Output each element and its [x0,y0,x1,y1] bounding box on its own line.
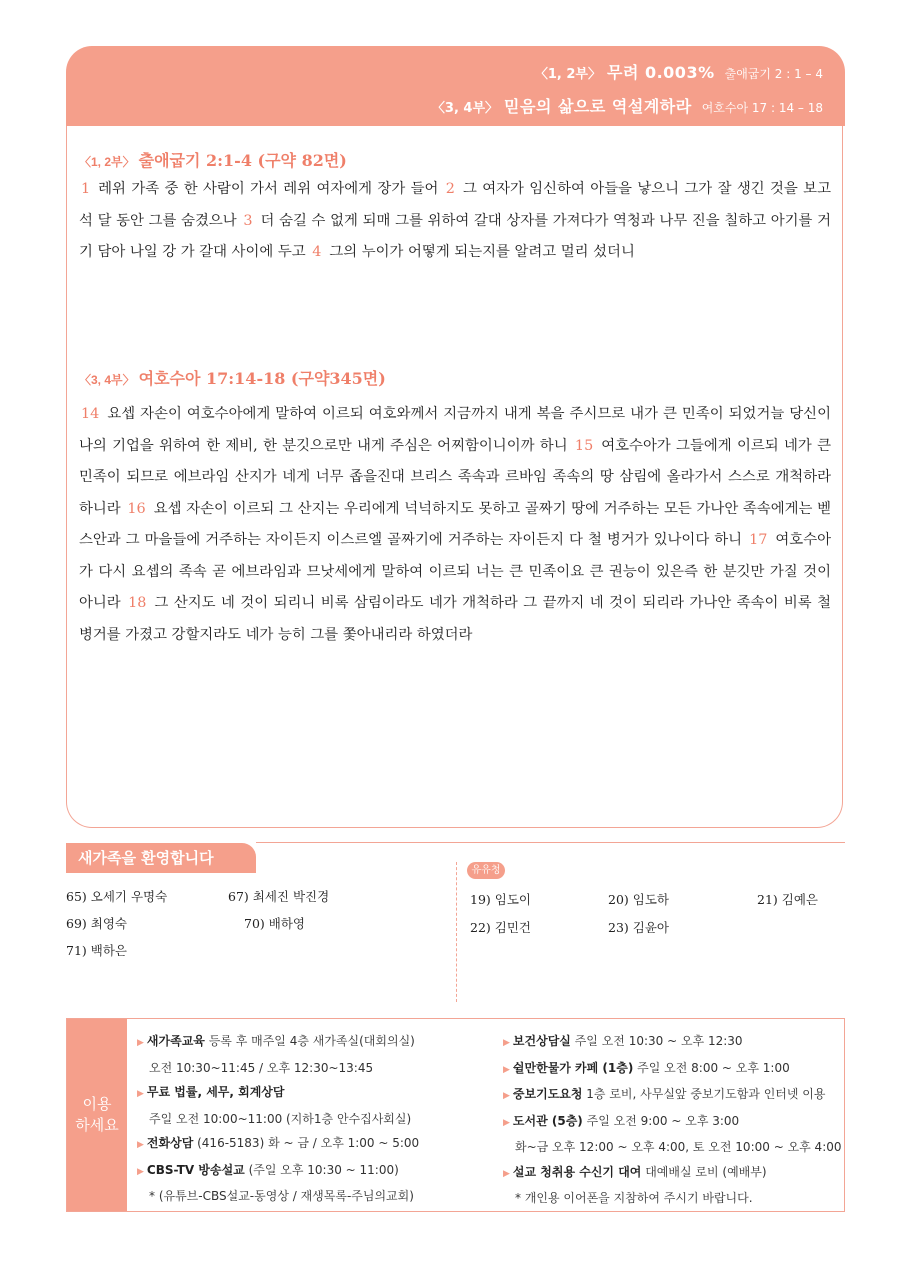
verse-text: 레위 가족 중 한 사람이 가서 레위 여자에게 장가 들어 [98,181,444,197]
verse-number: 17 [749,532,768,548]
verse-number: 1 [81,181,91,197]
info-item-detail: (주일 오후 10:30 ~ 11:00) [244,1162,399,1177]
info-item-title: 중보기도요청 [512,1087,583,1101]
scripture-card [66,126,843,828]
info-item-detail: 주일 오전 9:00 ~ 오후 3:00 [582,1113,740,1128]
info-item [137,1029,419,1056]
verse-number: 3 [243,212,253,229]
info-item-detail: (416-5183) 화 ~ 금 / 오후 1:00 ~ 5:00 [193,1136,420,1150]
scripture-reference: 출애굽기 2 : 1 – 4 [724,67,823,81]
new-family-name: 71) 백하은 [66,943,127,958]
verse-text: 더 숨길 수 없게 되매 그를 위하여 갈대 상자를 가져다가 역청과 나무 진을 칠하고 아기를 거기 담아 나일 강 가 갈대 사이에 두고 [79,212,831,260]
verse-number: 15 [574,437,594,454]
verse-number: 16 [127,500,146,517]
info-item [503,1109,842,1136]
service-parts-label: 〈1, 2부〉 [534,67,601,82]
info-item: 화~금 오후 12:00 ~ 오후 4:00, 토 오전 10:00 ~ 오후 4:00 [515,1140,842,1154]
new-family-name: 69) 최영숙 [66,916,127,931]
info-item-detail: 대예배실 로비 (예배부) [641,1164,767,1179]
verse-text: 그 산지도 네 것이 되리니 비록 삼림이라도 네가 개척하라 그 끝까지 네 것이 되리라 가나안 족속이 비록 철 병거를 가졌고 강할지라도 네가 능히 그를 쫓아내리라 하였더라 [79,595,831,643]
verse-number: 2 [445,181,455,197]
section-title [79,366,386,389]
infant-badge: 유유청 [467,862,505,879]
bullet-icon: ▶ [503,1168,510,1179]
infant-name: 21) 김예은 [757,892,818,907]
section-reference: 출애굽기 2:1-4 (구약 82면) [138,151,347,170]
sermon-line-2 [432,94,823,117]
verse-text: 그의 누이가 어떻게 되는지를 알려고 멀리 섰더니 [329,244,635,260]
info-item: 주일 오전 10:00~11:00 (지하1층 안수집사회실) [149,1111,412,1126]
bullet-icon: ▶ [137,1166,144,1177]
sermon-title: 믿음의 삶으로 역설계하라 [504,97,692,116]
new-family-name: 65) 오세기 우명숙 [66,889,168,904]
info-label [67,1019,127,1211]
info-item-detail: 주일 오전 10:30 ~ 오후 12:30 [570,1034,743,1048]
section-reference: 여호수아 17:14-18 (구약345면) [138,369,386,388]
verse-text: 여호수아가 그들에게 이르되 네가 큰 민족이 되므로 에브라임 산지가 네게 너무 좁을진대 브리스 족속과 르바임 족속의 땅 삼림에 올라가서 스스로 개척하라 하니라 [79,437,831,517]
info-item [503,1056,842,1083]
info-item [503,1160,842,1187]
info-box [66,1018,845,1212]
infant-name: 20) 임도하 [608,892,669,907]
info-item: * (유튜브-CBS설교-동영상 / 재생목록-주님의교회) [149,1189,414,1203]
info-label-line: 하세요 [75,1116,119,1134]
info-item: 오전 10:30~11:45 / 오후 12:30~13:45 [149,1060,374,1075]
info-item-title: CBS-TV 방송설교 [146,1162,245,1177]
info-item [503,1029,842,1056]
bullet-icon: ▶ [503,1064,510,1075]
info-item-title: 전화상담 [146,1136,194,1150]
bullet-icon: ▶ [503,1091,510,1101]
info-item [503,1082,842,1109]
info-item-title: 설교 청취용 수신기 대여 [512,1164,642,1179]
info-item [137,1080,419,1107]
info-item-detail: 주일 오전 8:00 ~ 오후 1:00 [633,1060,790,1075]
info-item-title: 쉴만한물가 카페 (1층) [512,1060,634,1075]
divider [256,842,845,843]
verse-text: 요셉 자손이 이르되 그 산지는 우리에게 넉넉하지도 못하고 골짜기 땅에 거주하는 모든 가나안 족속에게는 벧 스안과 그 마을들에 거주하는 자이든지 이스르엘 골짜기에 거주하는 자이든지 다 철 병거가 있나이다 하니 [79,500,831,548]
info-item: * 개인용 이어폰을 지참하여 주시기 바랍니다. [515,1191,753,1205]
section-tag: 〈3, 4부〉 [79,373,135,387]
info-item-detail: 등록 후 매주일 4층 새가족실(대회의실) [204,1034,415,1048]
infant-name: 19) 임도이 [470,892,531,907]
scripture-text [79,399,831,651]
info-item-detail: 1층 로비, 사무실앞 중보기도함과 인터넷 이용 [582,1087,826,1101]
info-item-title: 새가족교육 [146,1034,205,1048]
sermon-header [66,46,845,126]
sermon-line-1 [535,60,823,83]
bullet-icon: ▶ [137,1038,144,1048]
info-list-left [137,1029,419,1209]
info-item [137,1131,419,1158]
bullet-icon: ▶ [137,1089,144,1099]
bullet-icon: ▶ [137,1140,144,1150]
info-list-right [503,1029,842,1211]
bullet-icon: ▶ [503,1117,510,1128]
scripture-reference: 여호수아 17 : 14 – 18 [701,101,823,115]
info-item [137,1158,419,1185]
verse-text: 여호수아가 다시 요셉의 족속 곧 에브라임과 므낫세에게 말하여 이르되 너는 큰 민족이요 큰 권능이 있은즉 한 분깃만 가질 것이 아니라 [79,532,831,611]
section-title [79,148,347,171]
new-family-name: 67) 최세진 박진경 [228,889,330,904]
verse-number: 14 [81,406,100,422]
new-family-name: 70) 배하영 [244,916,305,931]
verse-number: 4 [312,244,322,260]
verse-text: 그 여자가 임신하여 아들을 낳으니 그가 잘 생긴 것을 보고 석 달 동안 그를 숨겼으나 [79,181,831,229]
bullet-icon: ▶ [503,1038,510,1048]
info-item-title: 도서관 (5층) [512,1113,583,1128]
info-label-line: 이용 [82,1095,112,1113]
scripture-text [79,174,831,269]
verse-text: 요셉 자손이 여호수아에게 말하여 이르되 여호와께서 지금까지 내게 복을 주시므로 내가 큰 민족이 되었거늘 당신이 나의 기업을 위하여 한 제비, 한 분깃으로만 내게 주심은 어찌함이니이까 하니 [79,406,831,454]
infant-name: 23) 김윤아 [608,920,669,935]
info-item-title: 보건상담실 [512,1034,571,1048]
info-item-title: 무료 법률, 세무, 회계상담 [146,1085,285,1099]
verse-number: 18 [128,595,147,611]
welcome-banner: 새가족을 환영합니다 [66,843,256,873]
section-tag: 〈1, 2부〉 [79,155,135,169]
service-parts-label: 〈3, 4부〉 [431,101,499,116]
infant-name: 22) 김민건 [470,920,531,935]
sermon-title: 무려 0.003% [606,63,715,82]
divider [456,862,457,1002]
